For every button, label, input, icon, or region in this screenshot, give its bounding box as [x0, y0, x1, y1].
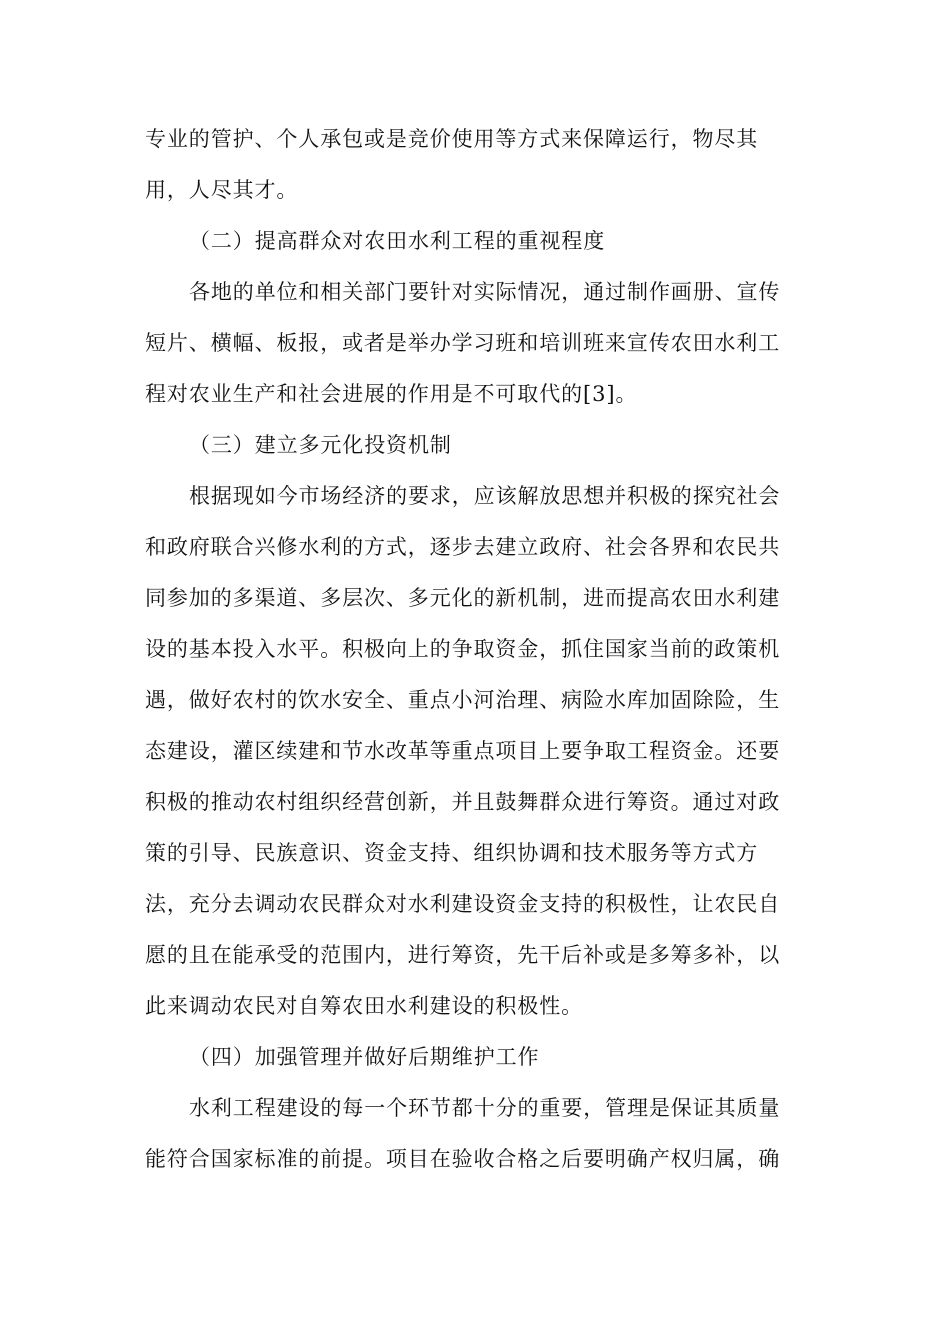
paragraph-line: 法，充分去调动农民群众对水利建设资金支持的积极性，让农民自	[145, 892, 781, 916]
body-text	[145, 114, 805, 1185]
paragraph-line: 遇，做好农村的饮水安全、重点小河治理、病险水库加固除险，生	[145, 688, 781, 712]
paragraph-continuation-line: 专业的管护、个人承包或是竞价使用等方式来保障运行，物尽其	[145, 127, 759, 151]
paragraph-line: 态建设，灌区续建和节水改革等重点项目上要争取工程资金。还要	[145, 739, 781, 763]
paragraph-line: 策的引导、民族意识、资金支持、组织协调和技术服务等方式方	[145, 841, 759, 865]
paragraph-line: 程对农业生产和社会进展的作用是不可取代的[3]。	[145, 382, 638, 406]
paragraph-line: 设的基本投入水平。积极向上的争取资金，抓住国家当前的政策机	[145, 637, 781, 661]
section-heading-3: （三）建立多元化投资机制	[189, 433, 452, 457]
paragraph-line: 此来调动农民对自筹农田水利建设的积极性。	[145, 994, 583, 1018]
paragraph-line: 愿的且在能承受的范围内，进行筹资，先干后补或是多筹多补，以	[145, 943, 781, 967]
paragraph-line: 积极的推动农村组织经营创新，并且鼓舞群众进行筹资。通过对政	[145, 790, 781, 814]
paragraph-first-line: 水利工程建设的每一个环节都十分的重要，管理是保证其质量	[189, 1096, 781, 1120]
paragraph-first-line: 根据现如今市场经济的要求，应该解放思想并积极的探究社会	[189, 484, 781, 508]
paragraph-line: 短片、横幅、板报，或者是举办学习班和培训班来宣传农田水利工	[145, 331, 781, 355]
section-heading-4: （四）加强管理并做好后期维护工作	[189, 1045, 540, 1069]
paragraph-line: 能符合国家标准的前提。项目在验收合格之后要明确产权归属，确	[145, 1147, 781, 1171]
section-heading-2: （二）提高群众对农田水利工程的重视程度	[189, 229, 606, 253]
paragraph-line: 同参加的多渠道、多层次、多元化的新机制，进而提高农田水利建	[145, 586, 781, 610]
paragraph-first-line: 各地的单位和相关部门要针对实际情况，通过制作画册、宣传	[189, 280, 781, 304]
paragraph-continuation-line: 用，人尽其才。	[145, 178, 299, 202]
paragraph-line: 和政府联合兴修水利的方式，逐步去建立政府、社会各界和农民共	[145, 535, 781, 559]
